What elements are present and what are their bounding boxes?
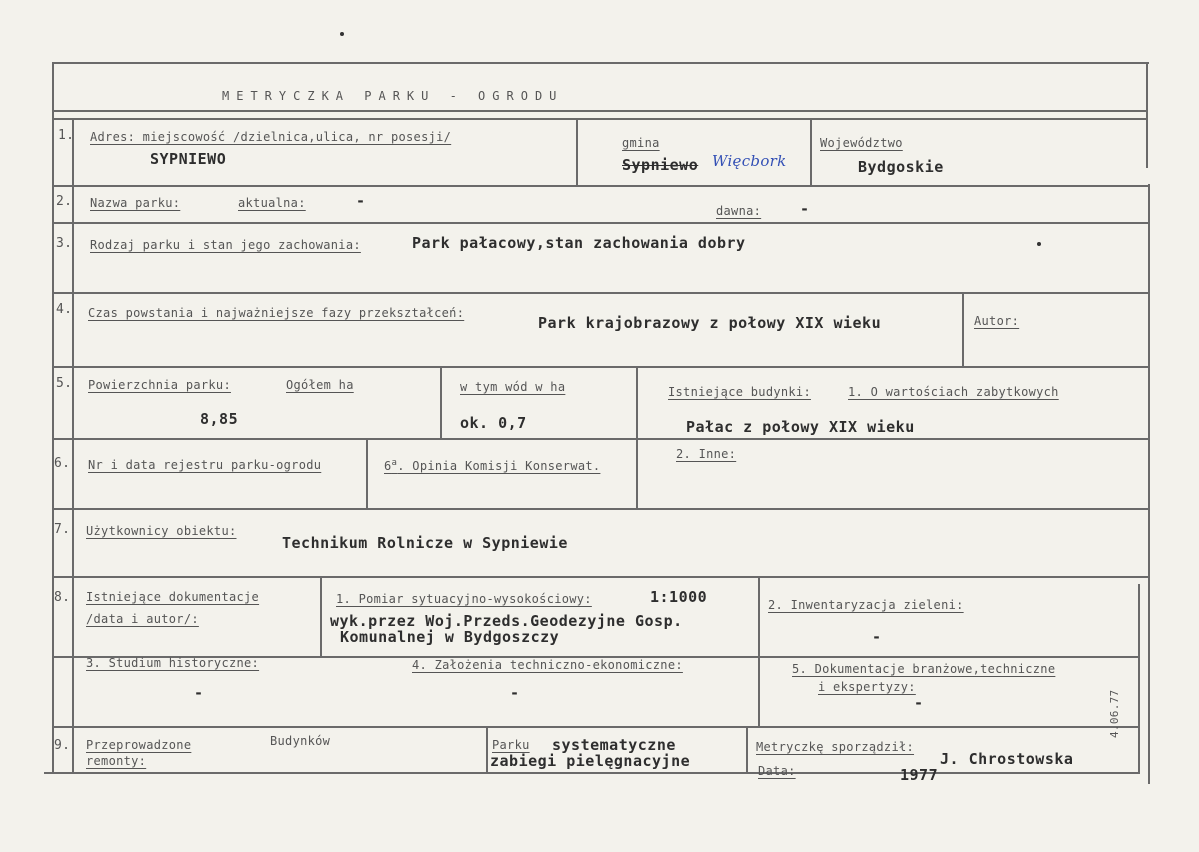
form-border-right-2 [1148, 184, 1150, 784]
form-border-right-1 [1146, 62, 1148, 168]
park-repairs-value-2: zabiegi pielęgnacyjne [490, 752, 691, 770]
park-type-label: Rodzaj parku i stan jego zachowania: [90, 238, 361, 252]
technical-plans-label: 4. Założenia techniczno-ekonomiczne: [412, 658, 683, 672]
origin-value: Park krajobrazowy z połowy XIX wieku [538, 314, 882, 332]
industry-docs-value: - [914, 694, 924, 712]
separator-row1-top [52, 118, 1148, 120]
divider-r5-budynki [636, 366, 638, 508]
row-number: 5. [56, 376, 73, 391]
divider-r4-autor [962, 292, 964, 366]
form-border-bottom [44, 772, 1138, 774]
repairs-label: Przeprowadzone [86, 738, 192, 752]
divider-r9-sporzadzil [746, 726, 748, 772]
address-value: SYPNIEWO [150, 150, 227, 168]
survey-scale: 1:1000 [650, 588, 708, 606]
divider-r8-inw [758, 576, 760, 726]
row-number: 2. [56, 194, 73, 209]
former-name-value: - [800, 200, 810, 218]
former-name-label: dawna: [716, 204, 762, 218]
park-type-value: Park pałacowy,stan zachowania dobry [412, 234, 746, 252]
opinion-superscript: a [391, 458, 398, 468]
row-number: 3. [56, 236, 73, 251]
gmina-struck-value: Sypniewo [622, 156, 699, 174]
address-label: Adres: miejscowość /dzielnica,ulica, nr posesji/ [90, 130, 452, 144]
divider-r1-gmina [576, 118, 578, 185]
prepared-by-label: Metryczkę sporządził: [756, 740, 915, 754]
water-area-value: ok. 0,7 [460, 414, 527, 432]
other-buildings-label: 2. Inne: [676, 447, 737, 461]
separator-row5-top [52, 366, 1148, 368]
users-value: Technikum Rolnicze w Sypniewie [282, 534, 568, 552]
park-name-label: Nazwa parku: [90, 196, 181, 210]
prepared-by-value: J. Chrostowska [940, 750, 1074, 768]
punch-mark [1037, 242, 1041, 246]
divider-r9-parku [486, 726, 488, 772]
area-label: Powierzchnia parku: [88, 378, 231, 392]
separator-row9-top [52, 726, 1138, 728]
separator-row8-top [52, 576, 1148, 578]
greenery-inventory-label: 2. Inwentaryzacja zieleni: [768, 598, 964, 612]
divider-r5-wod [440, 366, 442, 438]
total-area-value: 8,85 [200, 410, 239, 428]
survey-line-2: Komunalnej w Bydgoszczy [340, 628, 560, 646]
separator-row2-top [52, 185, 1148, 187]
opinion-number: 6 [384, 459, 392, 473]
origin-label: Czas powstania i najważniejsze fazy przekształceń: [88, 306, 465, 320]
row-number: 6. [54, 456, 71, 471]
documentation-sublabel: /data i autor/: [86, 612, 199, 626]
row-number: 9. [54, 738, 71, 753]
documentation-label: Istniejące dokumentacje [86, 590, 260, 604]
date-value: 1977 [900, 766, 939, 784]
side-date-note: 4.06.77 [1108, 689, 1121, 738]
punch-mark [340, 32, 344, 36]
current-name-value: - [356, 192, 366, 210]
opinion-label [384, 458, 600, 473]
survey-label: 1. Pomiar sytuacyjno-wysokościowy: [336, 592, 592, 606]
divider-r1-woj [810, 118, 812, 185]
separator-row7-top [52, 508, 1148, 510]
current-name-label: aktualna: [238, 196, 306, 210]
form-border-right-3 [1138, 584, 1140, 774]
historical-study-label: 3. Studium historyczne: [86, 656, 260, 670]
buildings-label: Istniejące budynki: [668, 385, 811, 399]
buildings-value: Pałac z połowy XIX wieku [686, 418, 915, 436]
park-repairs-value-1: systematyczne [552, 736, 676, 754]
users-label: Użytkownicy obiektu: [86, 524, 237, 538]
form-border-left [52, 62, 54, 774]
page-title: METRYCZKA PARKU - OGRODU [222, 89, 564, 103]
gmina-handwritten-value: Więcbork [712, 152, 787, 170]
survey-line-1: wyk.przez Woj.Przeds.Geodezyjne Gosp. [330, 612, 683, 630]
buildings-repairs-label: Budynków [270, 734, 331, 748]
row-number: 1. [58, 128, 75, 143]
separator-header [52, 110, 1148, 112]
industry-docs-sublabel: i ekspertyzy: [818, 680, 916, 694]
author-label: Autor: [974, 314, 1020, 328]
date-label: Data: [758, 764, 796, 778]
gmina-label: gmina [622, 136, 660, 150]
total-area-label: Ogółem ha [286, 378, 354, 392]
greenery-inventory-value: - [872, 628, 882, 646]
register-label: Nr i data rejestru parku-ogrodu [88, 458, 322, 472]
industry-docs-label: 5. Dokumentacje branżowe,techniczne [792, 662, 1056, 676]
form-border-top [52, 62, 1149, 64]
opinion-text: . Opinia Komisji Konserwat. [397, 459, 601, 473]
row-number: 4. [56, 302, 73, 317]
number-column-line [72, 118, 74, 772]
row-number: 7. [54, 522, 71, 537]
water-area-label: w tym wód w ha [460, 380, 566, 394]
technical-plans-value: - [510, 684, 520, 702]
park-repairs-label: Parku [492, 738, 530, 752]
divider-r8-pomiar [320, 576, 322, 656]
separator-row6-top [52, 438, 1148, 440]
buildings-historic-label: 1. O wartościach zabytkowych [848, 385, 1059, 399]
row-number: 8. [54, 590, 71, 605]
voivodeship-label: Województwo [820, 136, 903, 150]
voivodeship-value: Bydgoskie [858, 158, 944, 176]
separator-row4-top [52, 292, 1148, 294]
separator-row3-top [52, 222, 1148, 224]
repairs-sublabel: remonty: [86, 754, 147, 768]
divider-r6-opinia [366, 438, 368, 508]
historical-study-value: - [194, 684, 204, 702]
